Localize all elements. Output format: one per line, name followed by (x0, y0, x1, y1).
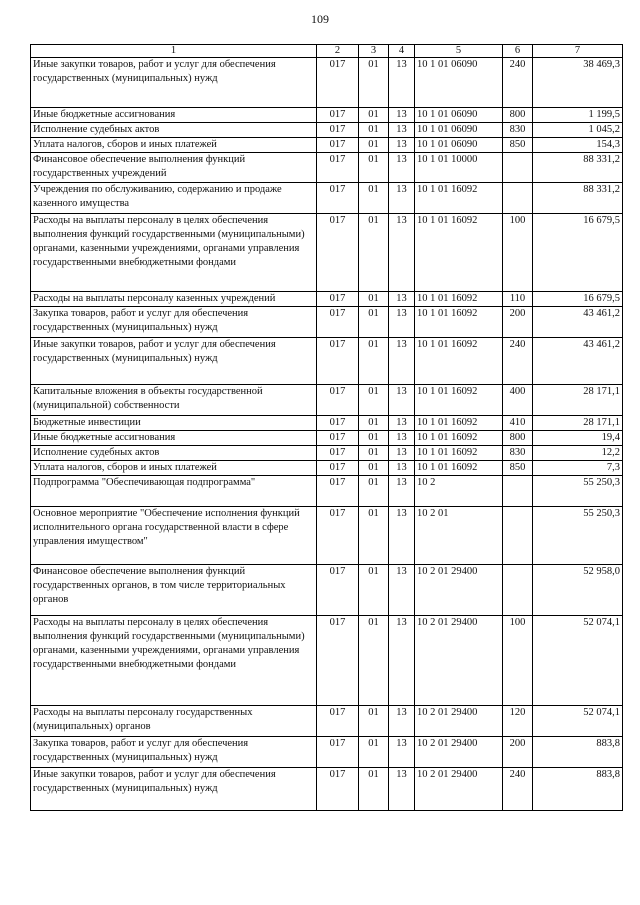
row-name: Финансовое обеспечение выполнения функций государственных органов, в том числе территориальных органов (31, 565, 317, 616)
row-ved: 017 (317, 507, 359, 565)
row-pr: 13 (389, 768, 415, 811)
row-ved: 017 (317, 416, 359, 431)
row-vr (503, 507, 533, 565)
row-ved: 017 (317, 338, 359, 385)
row-name: Расходы на выплаты персоналу государственных (муниципальных) органов (31, 706, 317, 737)
row-pr: 13 (389, 58, 415, 108)
row-rz: 01 (359, 123, 389, 138)
row-vr: 100 (503, 616, 533, 706)
row-ved: 017 (317, 108, 359, 123)
row-ved: 017 (317, 138, 359, 153)
row-sum: 28 171,1 (533, 416, 623, 431)
row-csr: 10 2 01 29400 (415, 737, 503, 768)
row-vr: 200 (503, 307, 533, 338)
header-cell: 7 (533, 45, 623, 58)
row-pr: 13 (389, 153, 415, 183)
row-sum: 43 461,2 (533, 307, 623, 338)
row-vr (503, 476, 533, 507)
row-ved: 017 (317, 58, 359, 108)
row-csr: 10 2 01 (415, 507, 503, 565)
row-csr: 10 1 01 16092 (415, 292, 503, 307)
row-csr: 10 1 01 06090 (415, 123, 503, 138)
row-sum: 883,8 (533, 768, 623, 811)
table-row (31, 431, 623, 446)
row-ved: 017 (317, 768, 359, 811)
row-csr: 10 2 01 29400 (415, 616, 503, 706)
row-sum: 16 679,5 (533, 292, 623, 307)
table-row (31, 565, 623, 616)
row-sum: 52 074,1 (533, 706, 623, 737)
row-pr: 13 (389, 616, 415, 706)
table-row (31, 616, 623, 706)
row-sum: 883,8 (533, 737, 623, 768)
row-vr: 800 (503, 431, 533, 446)
row-pr: 13 (389, 123, 415, 138)
table-row (31, 446, 623, 461)
row-name: Расходы на выплаты персоналу в целях обеспечения выполнения функций государственными (муниципальными) органами, казенными учреждениями, органами управления государственными внебюджетными фондами (31, 214, 317, 292)
row-rz: 01 (359, 183, 389, 214)
row-vr: 850 (503, 461, 533, 476)
row-csr: 10 1 01 16092 (415, 338, 503, 385)
row-pr: 13 (389, 183, 415, 214)
table-row (31, 307, 623, 338)
row-vr: 110 (503, 292, 533, 307)
row-csr: 10 1 01 16092 (415, 416, 503, 431)
row-vr: 100 (503, 214, 533, 292)
header-cell: 4 (389, 45, 415, 58)
row-pr: 13 (389, 338, 415, 385)
row-rz: 01 (359, 737, 389, 768)
row-sum: 88 331,2 (533, 183, 623, 214)
row-vr: 800 (503, 108, 533, 123)
row-ved: 017 (317, 385, 359, 416)
row-pr: 13 (389, 565, 415, 616)
table-row (31, 338, 623, 385)
header-cell: 1 (31, 45, 317, 58)
row-name: Расходы на выплаты персоналу в целях обеспечения выполнения функций государственными (муниципальными) органами, казенными учреждениями, органами управления государственными внебюджетными фондами (31, 616, 317, 706)
row-vr: 240 (503, 58, 533, 108)
row-sum: 88 331,2 (533, 153, 623, 183)
row-rz: 01 (359, 431, 389, 446)
row-rz: 01 (359, 446, 389, 461)
row-ved: 017 (317, 183, 359, 214)
row-rz: 01 (359, 338, 389, 385)
row-vr (503, 153, 533, 183)
table-row (31, 183, 623, 214)
row-vr (503, 183, 533, 214)
row-sum: 1 045,2 (533, 123, 623, 138)
row-rz: 01 (359, 507, 389, 565)
row-name: Иные бюджетные ассигнования (31, 108, 317, 123)
table-row (31, 214, 623, 292)
row-sum: 19,4 (533, 431, 623, 446)
row-ved: 017 (317, 616, 359, 706)
table-row (31, 461, 623, 476)
row-vr: 830 (503, 123, 533, 138)
table-row (31, 385, 623, 416)
table-row (31, 737, 623, 768)
row-vr: 850 (503, 138, 533, 153)
row-vr: 240 (503, 338, 533, 385)
row-rz: 01 (359, 461, 389, 476)
row-ved: 017 (317, 737, 359, 768)
row-csr: 10 2 (415, 476, 503, 507)
table-row (31, 292, 623, 307)
row-rz: 01 (359, 214, 389, 292)
row-ved: 017 (317, 214, 359, 292)
header-cell: 3 (359, 45, 389, 58)
row-pr: 13 (389, 138, 415, 153)
table-row (31, 58, 623, 108)
row-csr: 10 1 01 16092 (415, 446, 503, 461)
row-name: Уплата налогов, сборов и иных платежей (31, 461, 317, 476)
row-rz: 01 (359, 292, 389, 307)
row-vr: 120 (503, 706, 533, 737)
table-header-row (31, 45, 623, 58)
row-name: Закупка товаров, работ и услуг для обеспечения государственных (муниципальных) нужд (31, 307, 317, 338)
row-name: Исполнение судебных актов (31, 446, 317, 461)
row-sum: 55 250,3 (533, 476, 623, 507)
row-rz: 01 (359, 616, 389, 706)
row-pr: 13 (389, 507, 415, 565)
page-number: 109 (311, 12, 329, 26)
row-rz: 01 (359, 153, 389, 183)
row-pr: 13 (389, 416, 415, 431)
row-csr: 10 2 01 29400 (415, 768, 503, 811)
row-pr: 13 (389, 446, 415, 461)
row-pr: 13 (389, 292, 415, 307)
row-csr: 10 1 01 16092 (415, 183, 503, 214)
row-ved: 017 (317, 431, 359, 446)
row-pr: 13 (389, 214, 415, 292)
row-csr: 10 2 01 29400 (415, 706, 503, 737)
header-cell: 6 (503, 45, 533, 58)
row-ved: 017 (317, 307, 359, 338)
row-sum: 7,3 (533, 461, 623, 476)
row-name: Бюджетные инвестиции (31, 416, 317, 431)
row-rz: 01 (359, 108, 389, 123)
row-vr: 830 (503, 446, 533, 461)
row-ved: 017 (317, 476, 359, 507)
row-pr: 13 (389, 385, 415, 416)
row-name: Исполнение судебных актов (31, 123, 317, 138)
row-ved: 017 (317, 153, 359, 183)
row-name: Закупка товаров, работ и услуг для обеспечения государственных (муниципальных) нужд (31, 737, 317, 768)
row-name: Иные закупки товаров, работ и услуг для обеспечения государственных (муниципальных) нужд (31, 58, 317, 108)
row-sum: 28 171,1 (533, 385, 623, 416)
row-sum: 16 679,5 (533, 214, 623, 292)
row-name: Капитальные вложения в объекты государственной (муниципальной) собственности (31, 385, 317, 416)
row-name: Учреждения по обслуживанию, содержанию и продаже казенного имущества (31, 183, 317, 214)
row-csr: 10 1 01 16092 (415, 214, 503, 292)
row-pr: 13 (389, 307, 415, 338)
table-row (31, 108, 623, 123)
row-name: Иные бюджетные ассигнования (31, 431, 317, 446)
row-csr: 10 1 01 16092 (415, 461, 503, 476)
row-rz: 01 (359, 565, 389, 616)
row-csr: 10 1 01 06090 (415, 108, 503, 123)
row-vr: 410 (503, 416, 533, 431)
row-sum: 12,2 (533, 446, 623, 461)
row-vr: 200 (503, 737, 533, 768)
row-csr: 10 1 01 16092 (415, 307, 503, 338)
row-ved: 017 (317, 123, 359, 138)
table-row (31, 153, 623, 183)
row-name: Уплата налогов, сборов и иных платежей (31, 138, 317, 153)
table-row (31, 507, 623, 565)
table-row (31, 138, 623, 153)
row-name: Расходы на выплаты персоналу казенных учреждений (31, 292, 317, 307)
row-rz: 01 (359, 307, 389, 338)
row-pr: 13 (389, 461, 415, 476)
header-cell: 2 (317, 45, 359, 58)
row-rz: 01 (359, 58, 389, 108)
table-row (31, 416, 623, 431)
row-name: Иные закупки товаров, работ и услуг для обеспечения государственных (муниципальных) нужд (31, 338, 317, 385)
row-sum: 43 461,2 (533, 338, 623, 385)
row-csr: 10 1 01 16092 (415, 385, 503, 416)
row-vr: 400 (503, 385, 533, 416)
row-sum: 154,3 (533, 138, 623, 153)
row-csr: 10 1 01 16092 (415, 431, 503, 446)
row-rz: 01 (359, 768, 389, 811)
row-vr: 240 (503, 768, 533, 811)
row-csr: 10 1 01 06090 (415, 58, 503, 108)
row-rz: 01 (359, 138, 389, 153)
row-pr: 13 (389, 476, 415, 507)
row-sum: 1 199,5 (533, 108, 623, 123)
table-row (31, 476, 623, 507)
row-vr (503, 565, 533, 616)
table-row (31, 706, 623, 737)
row-ved: 017 (317, 292, 359, 307)
row-rz: 01 (359, 476, 389, 507)
row-sum: 52 074,1 (533, 616, 623, 706)
row-rz: 01 (359, 416, 389, 431)
budget-table (30, 44, 623, 811)
header-cell: 5 (415, 45, 503, 58)
row-csr: 10 2 01 29400 (415, 565, 503, 616)
row-ved: 017 (317, 461, 359, 476)
table-row (31, 768, 623, 811)
row-rz: 01 (359, 385, 389, 416)
row-csr: 10 1 01 10000 (415, 153, 503, 183)
row-name: Основное мероприятие "Обеспечение исполнения функций исполнительного органа государственной власти в сфере управления имуществом" (31, 507, 317, 565)
row-ved: 017 (317, 446, 359, 461)
row-sum: 55 250,3 (533, 507, 623, 565)
row-csr: 10 1 01 06090 (415, 138, 503, 153)
row-sum: 52 958,0 (533, 565, 623, 616)
table-row (31, 123, 623, 138)
row-sum: 38 469,3 (533, 58, 623, 108)
row-pr: 13 (389, 737, 415, 768)
row-ved: 017 (317, 706, 359, 737)
row-ved: 017 (317, 565, 359, 616)
row-name: Подпрограмма "Обеспечивающая подпрограмма" (31, 476, 317, 507)
row-rz: 01 (359, 706, 389, 737)
row-pr: 13 (389, 431, 415, 446)
row-name: Финансовое обеспечение выполнения функций государственных учреждений (31, 153, 317, 183)
row-pr: 13 (389, 706, 415, 737)
row-name: Иные закупки товаров, работ и услуг для обеспечения государственных (муниципальных) нужд (31, 768, 317, 811)
row-pr: 13 (389, 108, 415, 123)
